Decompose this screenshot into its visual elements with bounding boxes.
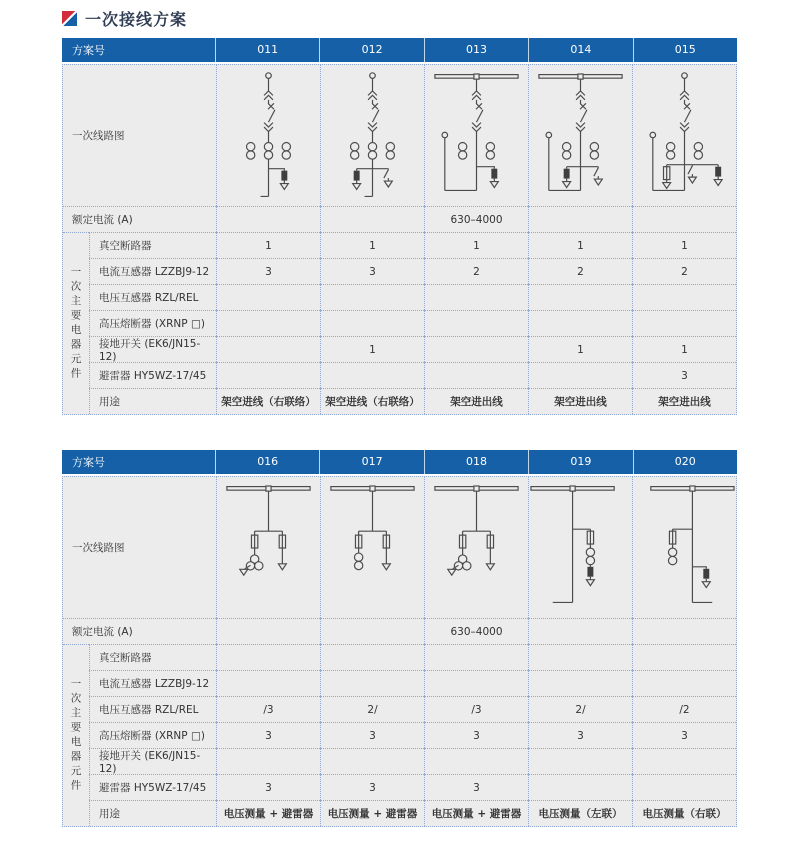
rated-current-value: [216, 618, 320, 644]
component-value: 3: [424, 722, 528, 748]
rated-current-value: [632, 206, 736, 232]
component-label: 接地开关 (EK6/JN15-12): [89, 336, 216, 362]
component-value: 3: [424, 774, 528, 800]
single-line-diagram-016: [216, 477, 320, 618]
usage-value: 电压测量（右联）: [632, 800, 736, 826]
component-value: 1: [216, 232, 320, 258]
single-line-diagram-012: [320, 65, 424, 206]
component-value: [528, 362, 632, 388]
scheme-col-header: 018: [424, 450, 528, 474]
component-value: [320, 748, 424, 774]
scheme-col-header: 017: [319, 450, 423, 474]
component-value: 3: [320, 774, 424, 800]
component-value: [216, 284, 320, 310]
component-value: [528, 284, 632, 310]
component-value: [632, 748, 736, 774]
component-value: [528, 310, 632, 336]
scheme-table-011-015: [62, 38, 737, 415]
component-value: 2: [632, 258, 736, 284]
scheme-col-header: 012: [319, 38, 423, 62]
component-value: 2: [424, 258, 528, 284]
component-value: 1: [632, 336, 736, 362]
diagram-row-label: 一次线路图: [72, 130, 125, 142]
component-value: [216, 644, 320, 670]
component-label: 电压互感器 RZL/REL: [89, 696, 216, 722]
component-label: 高压熔断器 (XRNP □): [89, 722, 216, 748]
component-value: [424, 644, 528, 670]
rated-current-value: 630–4000: [424, 206, 528, 232]
component-label: 真空断路器: [89, 232, 216, 258]
section-title-row: [62, 6, 737, 30]
component-value: 1: [528, 232, 632, 258]
component-label: 真空断路器: [89, 644, 216, 670]
scheme-col-header: 011: [215, 38, 319, 62]
component-group-label: 一次主要电器元件: [63, 232, 89, 414]
scheme-no-header: 方案号: [72, 456, 105, 469]
usage-label: 用途: [89, 388, 216, 414]
component-value: [528, 748, 632, 774]
component-value: 3: [216, 774, 320, 800]
component-value: [216, 362, 320, 388]
component-value: 3: [320, 258, 424, 284]
usage-value: 架空进出线: [632, 388, 736, 414]
component-value: [424, 362, 528, 388]
usage-label: 用途: [89, 800, 216, 826]
component-value: [528, 644, 632, 670]
component-label: 接地开关 (EK6/JN15-12): [89, 748, 216, 774]
component-value: [320, 670, 424, 696]
component-value: [320, 362, 424, 388]
diagram-row-label: 一次线路图: [72, 542, 125, 554]
component-value: 2: [528, 258, 632, 284]
component-label: 电流互感器 LZZBJ9-12: [89, 258, 216, 284]
component-value: [632, 644, 736, 670]
page-title: 一次接线方案: [85, 9, 188, 29]
component-value: 3: [216, 258, 320, 284]
component-label: 电压互感器 RZL/REL: [89, 284, 216, 310]
component-value: 3: [216, 722, 320, 748]
usage-value: 电压测量 + 避雷器: [216, 800, 320, 826]
component-value: [424, 284, 528, 310]
single-line-diagram-015: [632, 65, 736, 206]
component-value: 3: [320, 722, 424, 748]
component-value: 1: [424, 232, 528, 258]
component-label: 避雷器 HY5WZ-17/45: [89, 362, 216, 388]
component-value: [424, 336, 528, 362]
scheme-table-016-020: [62, 450, 737, 827]
component-label: 避雷器 HY5WZ-17/45: [89, 774, 216, 800]
rated-current-value: [320, 618, 424, 644]
component-value: /3: [424, 696, 528, 722]
section-bullet-icon: [62, 11, 77, 26]
rated-current-value: [528, 618, 632, 644]
component-value: [632, 774, 736, 800]
component-value: [216, 310, 320, 336]
scheme-col-header: 019: [528, 450, 632, 474]
single-line-diagram-014: [528, 65, 632, 206]
component-label: 高压熔断器 (XRNP □): [89, 310, 216, 336]
component-value: 1: [632, 232, 736, 258]
usage-value: 架空进出线: [424, 388, 528, 414]
component-value: [528, 774, 632, 800]
single-line-diagram-020: [632, 477, 736, 618]
scheme-col-header: 013: [424, 38, 528, 62]
component-label: 电流互感器 LZZBJ9-12: [89, 670, 216, 696]
component-value: 3: [528, 722, 632, 748]
scheme-no-header: 方案号: [72, 44, 105, 57]
scheme-col-header: 015: [633, 38, 737, 62]
component-value: [320, 284, 424, 310]
component-value: [632, 670, 736, 696]
component-value: 2/: [528, 696, 632, 722]
component-value: [216, 670, 320, 696]
component-value: [632, 310, 736, 336]
usage-value: 电压测量 + 避雷器: [424, 800, 528, 826]
usage-value: 电压测量（左联）: [528, 800, 632, 826]
component-value: 2/: [320, 696, 424, 722]
component-value: [320, 310, 424, 336]
component-value: 3: [632, 722, 736, 748]
component-value: [424, 748, 528, 774]
rated-current-label: 额定电流 (A): [63, 618, 216, 644]
rated-current-value: [216, 206, 320, 232]
single-line-diagram-011: [216, 65, 320, 206]
component-value: [320, 644, 424, 670]
component-value: [216, 748, 320, 774]
component-value: 1: [320, 336, 424, 362]
table-header: [62, 450, 737, 474]
component-value: [424, 670, 528, 696]
usage-value: 架空进线（右联络）: [320, 388, 424, 414]
usage-value: 架空进线（右联络）: [216, 388, 320, 414]
table-body: [62, 476, 737, 827]
component-value: [424, 310, 528, 336]
rated-current-value: 630–4000: [424, 618, 528, 644]
component-value: 1: [320, 232, 424, 258]
table-header: [62, 38, 737, 62]
component-value: [528, 670, 632, 696]
usage-value: 电压测量 + 避雷器: [320, 800, 424, 826]
component-value: 1: [528, 336, 632, 362]
component-value: [632, 284, 736, 310]
rated-current-value: [320, 206, 424, 232]
scheme-col-header: 016: [215, 450, 319, 474]
usage-value: 架空进出线: [528, 388, 632, 414]
component-value: [216, 336, 320, 362]
component-group-label: 一次主要电器元件: [63, 644, 89, 826]
single-line-diagram-019: [528, 477, 632, 618]
scheme-col-header: 014: [528, 38, 632, 62]
component-value: 3: [632, 362, 736, 388]
rated-current-value: [528, 206, 632, 232]
table-body: [62, 64, 737, 415]
scheme-col-header: 020: [633, 450, 737, 474]
single-line-diagram-017: [320, 477, 424, 618]
single-line-diagram-013: [424, 65, 528, 206]
component-value: /2: [632, 696, 736, 722]
rated-current-label: 额定电流 (A): [63, 206, 216, 232]
single-line-diagram-018: [424, 477, 528, 618]
component-value: /3: [216, 696, 320, 722]
rated-current-value: [632, 618, 736, 644]
